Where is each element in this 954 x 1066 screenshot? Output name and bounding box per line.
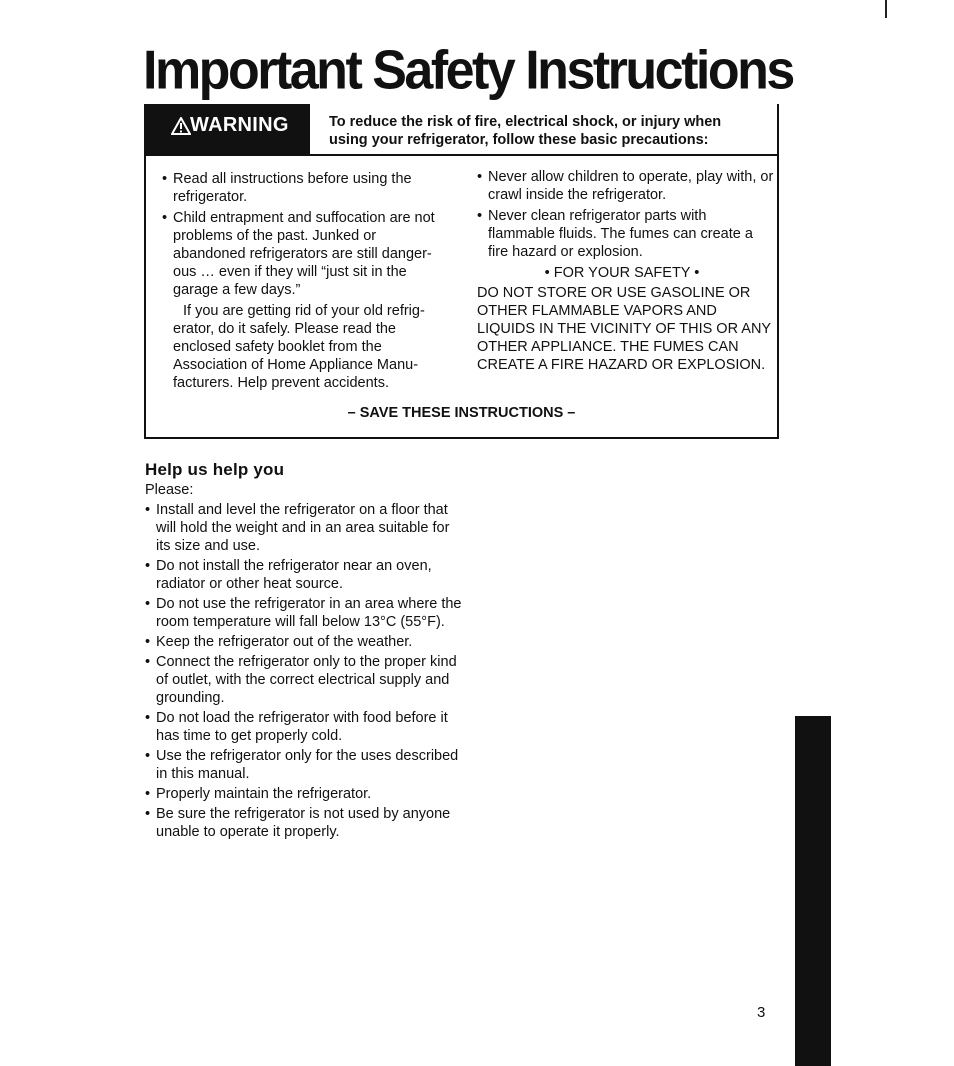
- list-item: [145, 785, 465, 803]
- bullet: •: [162, 171, 168, 187]
- list-item-text: Properly maintain the refrigerator.: [156, 786, 372, 802]
- list-item: [145, 653, 465, 707]
- list-item-text: Be sure the refrigerator is not used by anyone unable to operate it properly.: [156, 806, 451, 840]
- warning-box: [144, 104, 779, 439]
- bullet: •: [145, 748, 151, 764]
- list-item-text: Do not use the refrigerator in an area where the room temperature will fall below 13°C (55°F).: [156, 596, 462, 630]
- list-item: [162, 209, 452, 299]
- list-item: [145, 633, 465, 651]
- list-item: [145, 557, 465, 593]
- list-item-text: Never clean refrigerator parts with flammable fluids. The fumes can create a fire hazard or explosion.: [488, 208, 753, 260]
- bullet: •: [477, 208, 483, 224]
- safety-heading: • FOR YOUR SAFETY •: [544, 265, 700, 281]
- safety-text: DO NOT STORE OR USE GASOLINE OR OTHER FLAMMABLE VAPORS AND LIQUIDS IN THE VICINITY OF THIS OR ANY OTHER APPLIANCE. THE FUMES CAN CREATE A FIRE HAZARD OR EXPLOSION.: [477, 285, 771, 373]
- disposal-paragraph: If you are getting rid of your old refrig-erator, do it safely. Please read the enclosed safety booklet from the Association of Home Appliance Manu-facturers. Help prevent accidents.: [173, 303, 425, 391]
- bullet: •: [145, 558, 151, 574]
- list-item-text: Install and level the refrigerator on a floor that will hold the weight and in an area suitable for its size and use.: [156, 502, 450, 554]
- warning-heading: [329, 113, 769, 149]
- help-list: [145, 501, 465, 841]
- help-title: Help us help you: [145, 460, 285, 479]
- list-item-text: Use the refrigerator only for the uses described in this manual.: [156, 748, 459, 782]
- help-intro: Please:: [145, 482, 194, 498]
- warning-triangle-icon: [171, 117, 191, 135]
- bullet: •: [145, 806, 151, 822]
- bullet: •: [145, 786, 151, 802]
- bullet: •: [145, 654, 151, 670]
- list-item: [477, 168, 777, 204]
- help-section: [145, 459, 465, 843]
- list-item-text: Child entrapment and suffocation are not problems of the past. Junked or abandoned refrigerators are still danger-ous … even if they will “just sit in the garage a few days.”: [173, 210, 435, 298]
- list-item-text: Never allow children to operate, play with, or crawl inside the refrigerator.: [488, 169, 774, 203]
- list-item-text: Connect the refrigerator only to the proper kind of outlet, with the correct electrical supply and grounding.: [156, 654, 457, 706]
- list-item-text: Keep the refrigerator out of the weather.: [156, 634, 413, 650]
- warning-tag: [146, 104, 310, 154]
- bullet: •: [162, 210, 168, 226]
- bullet: •: [477, 169, 483, 185]
- warning-heading-line: using your refrigerator, follow these basic precautions:: [329, 132, 709, 148]
- list-item: [145, 805, 465, 841]
- list-item: [145, 709, 465, 745]
- page-number: 3: [757, 1004, 766, 1021]
- list-item-text: Read all instructions before using the refrigerator.: [173, 171, 412, 205]
- list-item: [145, 595, 465, 631]
- warning-right-column: [477, 168, 777, 374]
- bullet: •: [145, 596, 151, 612]
- list-item: [162, 170, 452, 206]
- bullet: •: [145, 634, 151, 650]
- list-item: [145, 501, 465, 555]
- save-instructions-line: – SAVE THESE INSTRUCTIONS –: [347, 405, 576, 421]
- list-item-text: Do not install the refrigerator near an oven, radiator or other heat source.: [156, 558, 432, 592]
- list-item-text: Do not load the refrigerator with food before it has time to get properly cold.: [156, 710, 448, 744]
- bullet: •: [145, 710, 151, 726]
- bullet: •: [145, 502, 151, 518]
- warning-label: WARNING: [190, 114, 289, 136]
- list-item: [145, 747, 465, 783]
- warning-left-column: [162, 170, 452, 392]
- warning-heading-line: To reduce the risk of fire, electrical shock, or injury when: [329, 114, 722, 130]
- warning-header: [146, 104, 777, 156]
- page-edge-mark: [885, 0, 887, 18]
- side-tab-marker: [795, 716, 831, 1066]
- page-title: Important Safety Instructions: [143, 40, 793, 101]
- list-item: [477, 207, 777, 261]
